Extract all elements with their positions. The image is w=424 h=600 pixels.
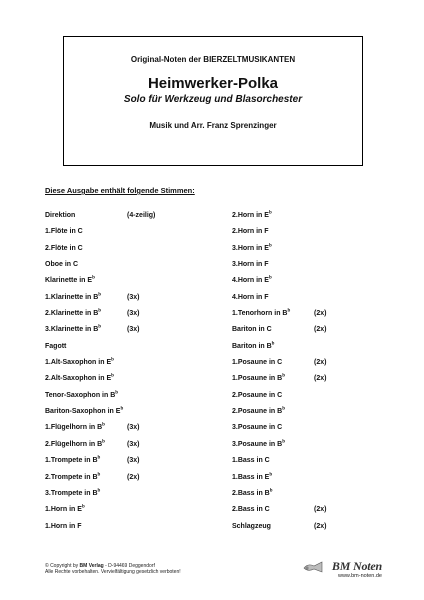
horn-icon xyxy=(302,561,324,573)
part-name xyxy=(45,358,114,368)
part-key-flat: b xyxy=(102,438,105,444)
part-name-text: Fagott xyxy=(45,342,67,350)
part-name xyxy=(232,423,282,433)
part-name-text: 3.Posaune in B xyxy=(232,440,283,448)
part-name-text: Bariton-Saxophon in E xyxy=(45,408,121,416)
part-name-text: 1.Tenorhorn in B xyxy=(232,310,288,318)
part-count: (3x) xyxy=(127,424,140,432)
part-name-text: 2.Posaune in B xyxy=(232,408,283,416)
part-name xyxy=(45,309,101,319)
part-name xyxy=(232,374,285,384)
part-key-flat: b xyxy=(97,454,101,460)
parts-heading: Diese Ausgabe enthält folgende Stimmen: xyxy=(45,186,195,195)
part-key-flat: b xyxy=(268,209,272,215)
part-name xyxy=(232,489,273,499)
part-name xyxy=(232,391,282,401)
part-name-text: 1.Posaune in B xyxy=(232,375,283,383)
part-name xyxy=(45,391,118,401)
part-row xyxy=(45,227,225,243)
part-count: (2x) xyxy=(314,359,327,367)
part-name-text: Schlagzeug xyxy=(232,522,271,530)
part-name xyxy=(45,244,83,254)
parts-list-right xyxy=(232,211,392,538)
part-name xyxy=(45,407,123,417)
part-row xyxy=(45,325,225,341)
part-row xyxy=(45,244,225,260)
part-key-flat: b xyxy=(92,275,95,281)
part-row xyxy=(45,391,225,407)
part-name-text: 1.Horn in F xyxy=(45,522,82,530)
part-row xyxy=(45,440,225,456)
parts-list-left xyxy=(45,211,225,538)
part-row xyxy=(232,211,392,227)
part-name xyxy=(45,440,105,450)
part-name-text: 2.Bass in C xyxy=(232,506,270,514)
part-row xyxy=(45,309,225,325)
part-row xyxy=(232,374,392,390)
part-row xyxy=(232,227,392,243)
part-row xyxy=(45,260,225,276)
part-name xyxy=(45,522,82,532)
part-row xyxy=(45,358,225,374)
part-name-text: 2.Posaune in C xyxy=(232,391,283,399)
part-name-text: 3.Trompete in B xyxy=(45,489,98,497)
part-count: (2x) xyxy=(314,506,327,514)
part-name xyxy=(232,358,282,368)
part-row xyxy=(45,276,225,292)
part-name xyxy=(232,456,270,466)
part-name xyxy=(232,293,269,303)
part-row xyxy=(45,473,225,489)
part-key-flat: b xyxy=(81,503,85,509)
part-count: (2x) xyxy=(314,326,327,334)
part-row xyxy=(232,391,392,407)
part-name xyxy=(232,342,274,352)
part-name xyxy=(232,440,285,450)
part-name-text: 1.Trompete in B xyxy=(45,457,98,465)
credits: Musik und Arr. Franz Sprenzinger xyxy=(149,121,277,130)
part-count: (2x) xyxy=(314,522,327,530)
part-row xyxy=(232,423,392,439)
part-name xyxy=(45,342,66,352)
part-name-text: 2.Bass in B xyxy=(232,489,270,497)
part-name xyxy=(232,309,290,319)
part-row xyxy=(232,260,392,276)
part-name-text: 4.Horn in F xyxy=(232,293,269,301)
part-name-text: 1.Posaune in C xyxy=(232,359,283,367)
part-key-flat: b xyxy=(282,405,285,411)
part-row xyxy=(232,293,392,309)
part-name-text: Oboe in C xyxy=(45,261,79,269)
part-row xyxy=(45,423,225,439)
part-name xyxy=(45,211,75,221)
part-key-flat: b xyxy=(97,487,101,493)
part-name xyxy=(232,522,271,532)
part-name xyxy=(45,423,105,433)
part-name-text: Direktion xyxy=(45,212,76,219)
part-row xyxy=(232,407,392,423)
part-row xyxy=(232,309,392,325)
part-key-flat: b xyxy=(268,275,272,281)
part-name-text: 1.Horn in E xyxy=(45,506,82,514)
part-name-text: 2.Horn in E xyxy=(232,212,269,219)
brand-logo xyxy=(302,559,382,583)
part-row xyxy=(45,489,225,505)
part-name xyxy=(45,374,114,384)
copyright-publisher: BM Verlag xyxy=(79,563,104,569)
part-count: (3x) xyxy=(127,293,140,301)
part-row xyxy=(45,211,225,227)
part-row xyxy=(45,407,225,423)
part-row xyxy=(232,358,392,374)
part-key-flat: b xyxy=(111,373,114,379)
part-name-text: Bariton in C xyxy=(232,326,272,334)
part-name-text: 2.Alt-Saxophon in E xyxy=(45,375,112,383)
part-name-text: 1.Bass in C xyxy=(232,457,270,465)
part-count: (3x) xyxy=(127,457,140,465)
part-name-text: 2.Klarinette in B xyxy=(45,310,99,318)
part-name xyxy=(45,456,100,466)
footer-copyright xyxy=(45,563,181,575)
part-name-text: 1.Flöte in C xyxy=(45,228,83,236)
part-name xyxy=(232,325,272,335)
part-row xyxy=(232,342,392,358)
publisher-line: Original-Noten der BIERZELTMUSIKANTEN xyxy=(130,55,296,64)
copyright-prefix: © Copyright by xyxy=(45,563,80,569)
part-name xyxy=(45,260,78,270)
part-key-flat: b xyxy=(98,291,102,297)
part-name-text: Tenor-Saxophon in B xyxy=(45,391,116,399)
part-name xyxy=(45,489,100,499)
part-name xyxy=(232,211,272,221)
part-name-text: 1.Bass in E xyxy=(232,473,270,481)
part-count: (2x) xyxy=(314,375,327,383)
part-name-text: 2.Flöte in C xyxy=(45,244,83,252)
part-count: (2x) xyxy=(314,310,327,318)
part-row xyxy=(232,505,392,521)
part-name-text: Klarinette in E xyxy=(45,277,93,285)
part-name-text: 3.Klarinette in B xyxy=(45,326,99,334)
part-name-text: 2.Trompete in B xyxy=(45,473,98,481)
part-row xyxy=(232,489,392,505)
part-count: (3x) xyxy=(127,440,140,448)
part-name xyxy=(232,227,269,237)
brand-website: www.bm-noten.de xyxy=(337,573,382,579)
part-key-flat: b xyxy=(282,438,285,444)
part-key-flat: b xyxy=(271,340,275,346)
part-key-flat: b xyxy=(269,487,273,493)
subtitle: Solo für Werkzeug und Blasorchester xyxy=(123,94,303,105)
part-row xyxy=(45,522,225,538)
part-count: (3x) xyxy=(127,326,140,334)
part-key-flat: b xyxy=(98,324,102,330)
part-name-text: Bariton in B xyxy=(232,342,272,350)
part-count: (4-zeilig) xyxy=(127,212,156,219)
part-name xyxy=(45,473,100,483)
part-name-text: 1.Klarinette in B xyxy=(45,293,99,301)
part-key-flat: b xyxy=(269,471,273,477)
part-name xyxy=(45,276,95,286)
title-box xyxy=(63,36,363,166)
part-key-flat: b xyxy=(115,389,119,395)
part-key-flat: b xyxy=(120,405,124,411)
part-row xyxy=(232,456,392,472)
part-name-text: 2.Horn in F xyxy=(232,228,269,236)
part-key-flat: b xyxy=(111,356,114,362)
part-name xyxy=(232,473,272,483)
part-row xyxy=(45,342,225,358)
rights-notice: Alle Rechte vorbehalten. Vervielfältigung gesetzlich verboten! xyxy=(45,569,181,575)
part-row xyxy=(45,505,225,521)
part-row xyxy=(232,244,392,260)
copyright-address: - D-94469 Deggendorf xyxy=(103,563,155,569)
part-row xyxy=(232,440,392,456)
part-key-flat: b xyxy=(98,307,102,313)
part-row xyxy=(45,293,225,309)
part-name xyxy=(232,244,272,254)
part-name xyxy=(232,407,285,417)
part-row xyxy=(45,374,225,390)
part-key-flat: b xyxy=(287,307,291,313)
page-title: Heimwerker-Polka xyxy=(147,75,279,92)
brand-name: BM Noten xyxy=(331,559,382,573)
part-count: (2x) xyxy=(127,473,140,481)
part-name-text: 1.Alt-Saxophon in E xyxy=(45,359,112,367)
part-row xyxy=(232,276,392,292)
part-name xyxy=(232,276,272,286)
part-name-text: 2.Flügelhorn in B xyxy=(45,440,103,448)
part-name xyxy=(45,505,85,515)
part-name xyxy=(232,260,269,270)
part-name-text: 1.Flügelhorn in B xyxy=(45,424,103,432)
part-name xyxy=(45,325,101,335)
part-row xyxy=(232,325,392,341)
part-key-flat: b xyxy=(268,242,272,248)
part-row xyxy=(232,473,392,489)
part-name-text: 3.Horn in E xyxy=(232,244,269,252)
part-key-flat: b xyxy=(282,373,285,379)
part-count: (3x) xyxy=(127,310,140,318)
part-name xyxy=(45,227,83,237)
part-name xyxy=(232,505,270,515)
part-key-flat: b xyxy=(102,422,105,428)
part-name-text: 4.Horn in E xyxy=(232,277,269,285)
part-name xyxy=(45,293,101,303)
part-row xyxy=(45,456,225,472)
part-name-text: 3.Posaune in C xyxy=(232,424,283,432)
part-key-flat: b xyxy=(97,471,101,477)
part-row xyxy=(232,522,392,538)
part-name-text: 3.Horn in F xyxy=(232,261,269,269)
